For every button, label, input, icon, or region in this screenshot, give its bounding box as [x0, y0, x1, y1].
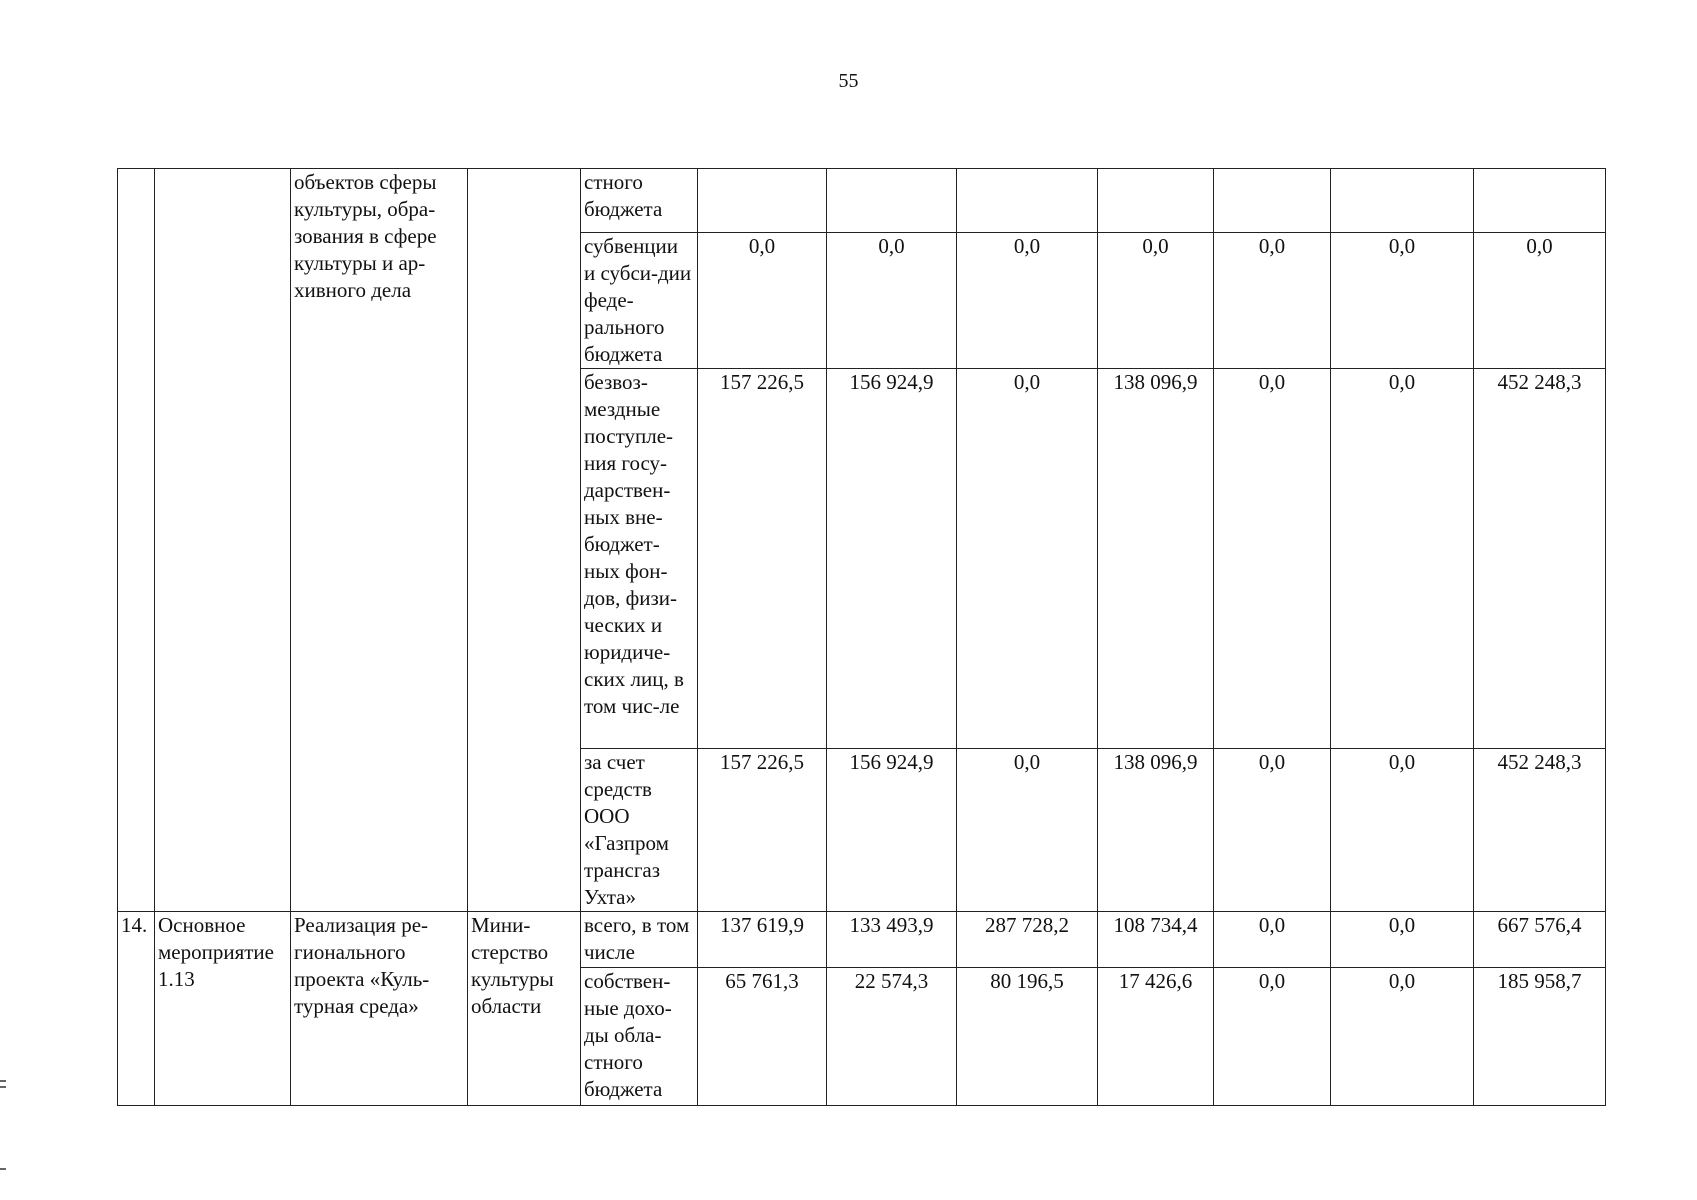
- budget-table: [117, 168, 1606, 1106]
- cell-value: [1098, 169, 1214, 233]
- cell-value: 156 924,9: [827, 369, 957, 749]
- scan-mark: [0, 1168, 6, 1170]
- cell-type: Основное мероприятие 1.13: [155, 912, 291, 1106]
- cell-value: [1214, 169, 1331, 233]
- scan-mark: [0, 1080, 6, 1082]
- cell-value: 667 576,4: [1474, 912, 1606, 968]
- cell-value: 287 728,2: [957, 912, 1098, 968]
- cell-value: 0,0: [1214, 912, 1331, 968]
- cell-value: 0,0: [1331, 749, 1474, 912]
- cell-value: [1474, 169, 1606, 233]
- cell-no: [118, 169, 155, 912]
- cell-value: 17 426,6: [1098, 968, 1214, 1106]
- cell-name: Реализация ре-гионального проекта «Куль-турная среда»: [291, 912, 468, 1106]
- cell-value: 157 226,5: [698, 369, 827, 749]
- cell-value: 0,0: [1214, 369, 1331, 749]
- cell-value: 80 196,5: [957, 968, 1098, 1106]
- cell-value: [698, 169, 827, 233]
- table-row: [118, 169, 1606, 233]
- cell-value: 65 761,3: [698, 968, 827, 1106]
- cell-value: 0,0: [1098, 233, 1214, 369]
- cell-value: 137 619,9: [698, 912, 827, 968]
- cell-value: 0,0: [1331, 233, 1474, 369]
- cell-value: [1331, 169, 1474, 233]
- cell-value: [957, 169, 1098, 233]
- cell-value: 108 734,4: [1098, 912, 1214, 968]
- cell-executor: [468, 169, 581, 912]
- cell-name: объектов сферы культуры, обра-зования в сфере культуры и ар-хивного дела: [291, 169, 468, 912]
- cell-value: 0,0: [698, 233, 827, 369]
- cell-value: 0,0: [1214, 968, 1331, 1106]
- cell-value: [827, 169, 957, 233]
- table-row: [118, 912, 1606, 968]
- cell-value: 156 924,9: [827, 749, 957, 912]
- cell-type: [155, 169, 291, 912]
- cell-value: 0,0: [1474, 233, 1606, 369]
- cell-value: 157 226,5: [698, 749, 827, 912]
- cell-source: безвоз-мездные поступле-ния госу-дарствен-ных вне-бюджет-ных фон-дов, физи-ческих и юридиче-ских лиц, в том чис-ле: [581, 369, 698, 749]
- cell-value: 452 248,3: [1474, 749, 1606, 912]
- cell-value: 0,0: [957, 749, 1098, 912]
- cell-source: собствен-ные дохо-ды обла-стного бюджета: [581, 968, 698, 1106]
- cell-value: 452 248,3: [1474, 369, 1606, 749]
- cell-no: 14.: [118, 912, 155, 1106]
- cell-value: 0,0: [1331, 912, 1474, 968]
- cell-source: всего, в том числе: [581, 912, 698, 968]
- cell-executor: Мини-стерство культуры области: [468, 912, 581, 1106]
- cell-value: 0,0: [1331, 369, 1474, 749]
- cell-source: за счет средств ООО «Газпром трансгаз Ухта»: [581, 749, 698, 912]
- cell-value: 185 958,7: [1474, 968, 1606, 1106]
- scan-edge-marks: [0, 1080, 6, 1174]
- cell-value: 0,0: [957, 369, 1098, 749]
- cell-value: 0,0: [957, 233, 1098, 369]
- cell-value: 0,0: [1214, 233, 1331, 369]
- cell-source: стного бюджета: [581, 169, 698, 233]
- cell-value: 0,0: [1214, 749, 1331, 912]
- cell-value: 133 493,9: [827, 912, 957, 968]
- cell-source: субвенции и субси-дии феде-рального бюджета: [581, 233, 698, 369]
- cell-value: 22 574,3: [827, 968, 957, 1106]
- cell-value: 138 096,9: [1098, 369, 1214, 749]
- cell-value: 0,0: [827, 233, 957, 369]
- page-number: 55: [838, 70, 859, 92]
- cell-value: 0,0: [1331, 968, 1474, 1106]
- cell-value: 138 096,9: [1098, 749, 1214, 912]
- scan-mark: [0, 1086, 6, 1088]
